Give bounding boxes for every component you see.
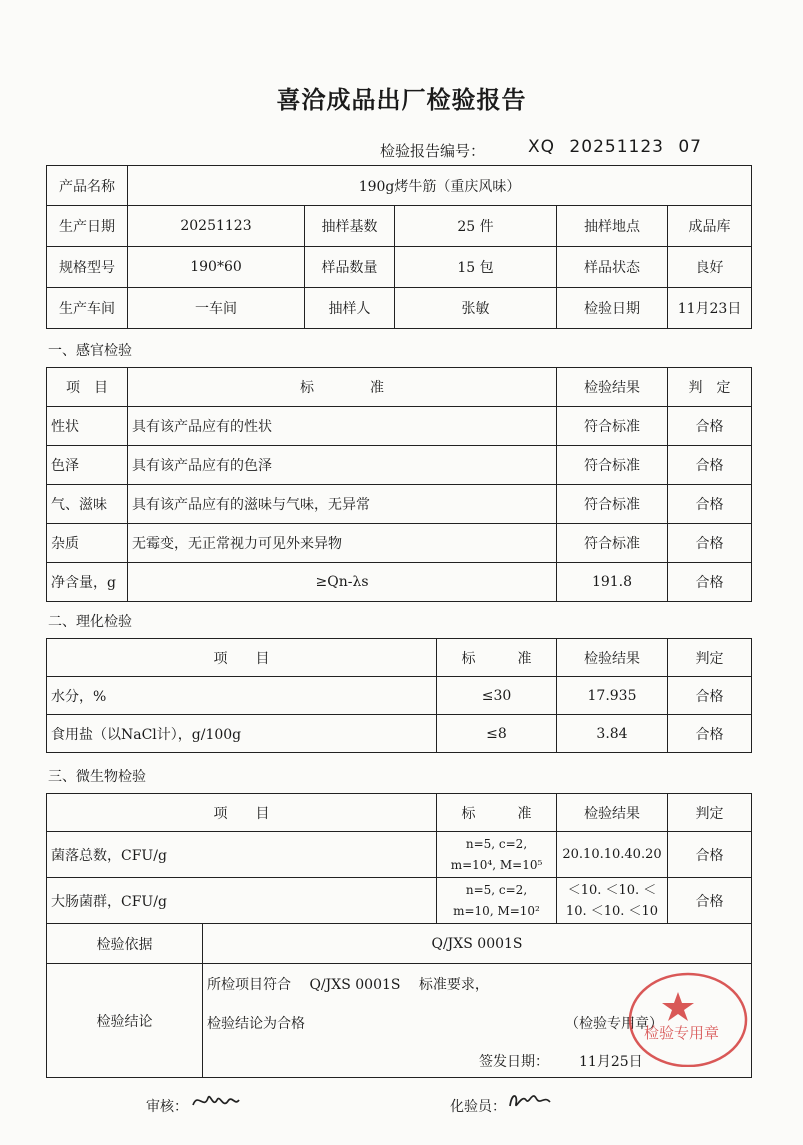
table-cell xyxy=(557,832,668,878)
inspection-seal xyxy=(620,962,748,1067)
info-cell: 生产日期 xyxy=(47,206,128,247)
table-cell: 合格 xyxy=(668,485,752,524)
inspector-label: 化验员： xyxy=(450,1099,506,1115)
info-cell: 25 件 xyxy=(395,206,557,247)
info-cell: 一车间 xyxy=(128,288,305,329)
table-cell: 191.8 xyxy=(557,563,668,602)
basis-label: 检验依据 xyxy=(47,924,203,964)
basis-value: Q/JXS 0001S xyxy=(203,924,752,964)
table-cell: 菌落总数，CFU/g xyxy=(47,832,437,878)
table-header: 判定 xyxy=(668,639,752,677)
table-cell: 符合标准 xyxy=(557,485,668,524)
table-cell: 食用盐（以NaCl计），g/100g xyxy=(47,715,437,753)
table-cell: 色泽 xyxy=(47,446,128,485)
table-header: 项 目 xyxy=(47,639,437,677)
issue-date: 11月25日 xyxy=(579,1054,643,1070)
table-cell: 合格 xyxy=(668,832,752,878)
table-cell: 净含量，g xyxy=(47,563,128,602)
table-cell: 大肠菌群，CFU/g xyxy=(47,878,437,924)
table-header: 标 准 xyxy=(437,639,557,677)
table-cell: 17.935 xyxy=(557,677,668,715)
std-line: n=5, c=2, xyxy=(465,836,528,851)
table-cell: 性状 xyxy=(47,407,128,446)
table-header: 项 目 xyxy=(47,368,128,407)
table-cell: 具有该产品应有的性状 xyxy=(128,407,557,446)
info-cell: 样品数量 xyxy=(305,247,395,288)
table-cell: 具有该产品应有的色泽 xyxy=(128,446,557,485)
table-cell xyxy=(437,878,557,924)
table-header: 检验结果 xyxy=(557,368,668,407)
info-cell: 抽样人 xyxy=(305,288,395,329)
table-cell xyxy=(557,878,668,924)
table-cell: 水分，% xyxy=(47,677,437,715)
result-line: 10. ＜10. ＜10 xyxy=(565,903,659,919)
micro-table xyxy=(46,793,752,924)
table-cell: 合格 xyxy=(668,563,752,602)
info-cell: 抽样地点 xyxy=(557,206,668,247)
stamp-note: （检验专用章） xyxy=(565,1016,663,1032)
std-line: m=10, M=10² xyxy=(453,903,540,918)
table-header: 标 准 xyxy=(128,368,557,407)
issue-date-label: 签发日期： xyxy=(479,1054,549,1070)
conclusion-line: 检验结论为合格 xyxy=(207,1016,305,1032)
inspector-signature xyxy=(506,1086,554,1114)
info-cell: 11月23日 xyxy=(668,288,752,329)
info-cell: 190*60 xyxy=(128,247,305,288)
table-cell: 合格 xyxy=(668,878,752,924)
info-cell: 检验日期 xyxy=(557,288,668,329)
info-cell: 抽样基数 xyxy=(305,206,395,247)
std-line: n=5, c=2, xyxy=(465,882,528,897)
physchem-table xyxy=(46,638,752,753)
seal-text: 检验专用章 xyxy=(644,1024,720,1042)
table-header: 检验结果 xyxy=(557,639,668,677)
table-header: 判 定 xyxy=(668,368,752,407)
table-cell: 合格 xyxy=(668,407,752,446)
table-header: 项 目 xyxy=(47,794,437,832)
table-cell: 气、滋味 xyxy=(47,485,128,524)
reviewer-signature xyxy=(190,1088,242,1114)
conclusion-label: 检验结论 xyxy=(47,964,203,1078)
report-number-value: XQ 20251123 07 xyxy=(528,137,702,157)
info-cell: 成品库 xyxy=(668,206,752,247)
info-cell: 样品状态 xyxy=(557,247,668,288)
product-name-value: 190g烤牛筋（重庆风味） xyxy=(128,166,752,206)
table-cell: 杂质 xyxy=(47,524,128,563)
info-cell: 规格型号 xyxy=(47,247,128,288)
sensory-section-title: 一、感官检验 xyxy=(48,343,132,359)
table-cell: ≤30 xyxy=(437,677,557,715)
info-cell: 良好 xyxy=(668,247,752,288)
table-header: 标 准 xyxy=(437,794,557,832)
info-cell: 15 包 xyxy=(395,247,557,288)
micro-section-title: 三、微生物检验 xyxy=(48,769,146,785)
table-header: 检验结果 xyxy=(557,794,668,832)
product-info-table xyxy=(46,165,752,329)
sensory-table xyxy=(46,367,752,602)
table-cell: 无霉变，无正常视力可见外来异物 xyxy=(128,524,557,563)
table-cell: 合格 xyxy=(668,715,752,753)
table-cell: 符合标准 xyxy=(557,407,668,446)
report-title: 喜洽成品出厂检验报告 xyxy=(276,86,527,114)
table-cell: 合格 xyxy=(668,446,752,485)
table-cell: 符合标准 xyxy=(557,524,668,563)
conclusion-line: 所检项目符合 Q/JXS 0001S 标准要求， xyxy=(207,977,489,993)
table-cell: 合格 xyxy=(668,677,752,715)
table-cell: ≥Qn-λs xyxy=(128,563,557,602)
table-cell: 合格 xyxy=(668,524,752,563)
table-cell: 符合标准 xyxy=(557,446,668,485)
info-cell: 20251123 xyxy=(128,206,305,247)
table-header: 判定 xyxy=(668,794,752,832)
physchem-section-title: 二、理化检验 xyxy=(48,614,132,630)
result-line: 20.10.10.40.20 xyxy=(562,847,662,862)
product-name-label: 产品名称 xyxy=(47,166,128,206)
info-cell: 张敏 xyxy=(395,288,557,329)
result-line: ＜10. ＜10. ＜ xyxy=(567,882,657,898)
table-cell: 3.84 xyxy=(557,715,668,753)
std-line: m=10⁴, M=10⁵ xyxy=(450,857,543,872)
reviewer-label: 审核： xyxy=(146,1099,188,1115)
table-cell xyxy=(437,832,557,878)
table-cell: 具有该产品应有的滋味与气味，无异常 xyxy=(128,485,557,524)
table-cell: ≤8 xyxy=(437,715,557,753)
info-cell: 生产车间 xyxy=(47,288,128,329)
report-number-label: 检验报告编号： xyxy=(380,142,486,160)
